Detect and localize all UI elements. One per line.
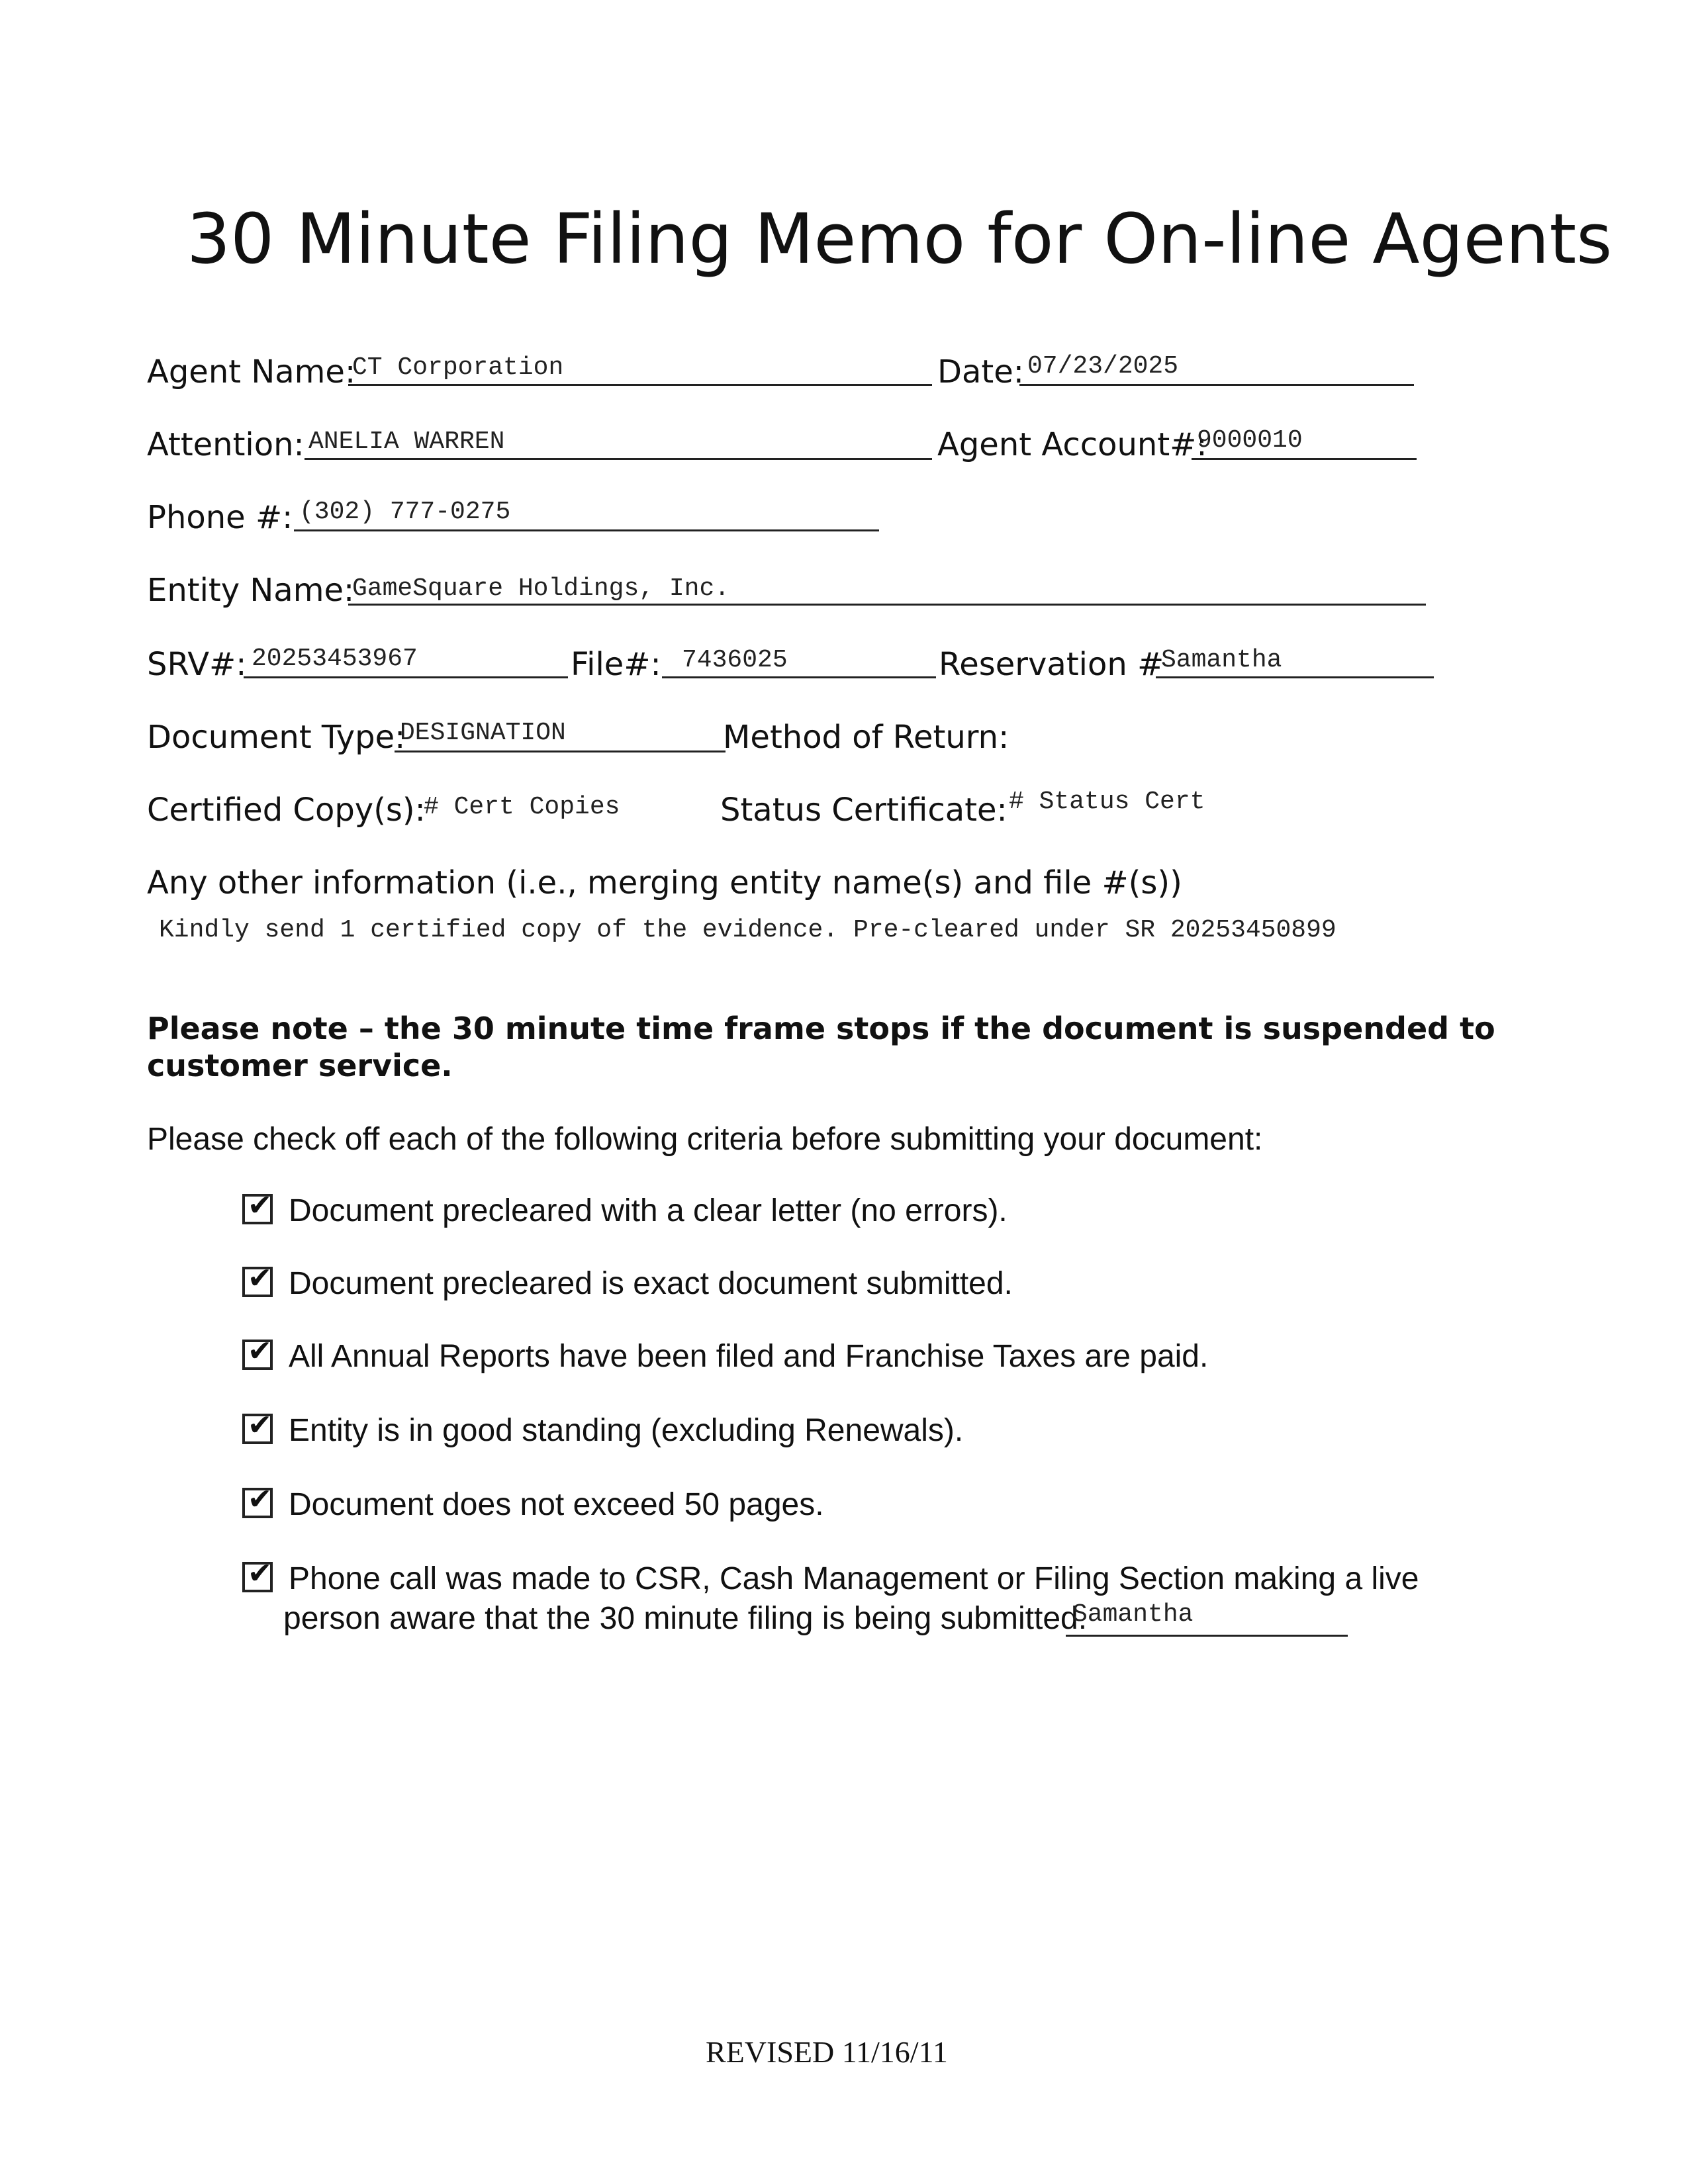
- date-value[interactable]: 07/23/2025: [1027, 352, 1179, 381]
- document-type-underline: [395, 751, 726, 752]
- checkmark-icon: ✔: [248, 1408, 272, 1442]
- checkmark-icon: ✔: [248, 1261, 272, 1295]
- note-line-2: customer service.: [147, 1048, 453, 1083]
- agent-account-value[interactable]: 9000010: [1197, 426, 1303, 455]
- signature-value[interactable]: Samantha: [1072, 1600, 1194, 1629]
- agent-account-underline: [1192, 458, 1417, 460]
- signature-underline: [1066, 1635, 1348, 1637]
- date-label: Date:: [937, 353, 1024, 390]
- certified-copies-value[interactable]: # Cert Copies: [424, 793, 620, 821]
- entity-name-label: Entity Name:: [147, 572, 355, 609]
- revision-footer: REVISED 11/16/11: [706, 2035, 948, 2069]
- checkbox-6[interactable]: [242, 1557, 273, 1592]
- checkbox-5[interactable]: [242, 1482, 273, 1518]
- checkmark-icon: ✔: [248, 1334, 272, 1368]
- phone-underline: [294, 529, 879, 531]
- srv-underline: [244, 676, 568, 678]
- checklist-item-3: All Annual Reports have been filed and Franchise Taxes are paid.: [289, 1339, 1209, 1374]
- page-title: 30 Minute Filing Memo for On-line Agents: [187, 199, 1613, 279]
- file-label: File#:: [571, 646, 661, 683]
- srv-value[interactable]: 20253453967: [252, 645, 418, 673]
- checkbox-4[interactable]: [242, 1408, 273, 1444]
- agent-name-underline: [348, 384, 932, 386]
- checkbox-2[interactable]: [242, 1261, 273, 1297]
- status-certificate-value[interactable]: # Status Cert: [1009, 788, 1205, 816]
- reservation-underline: [1156, 676, 1434, 678]
- agent-name-value[interactable]: CT Corporation: [352, 353, 564, 382]
- document-type-label: Document Type:: [147, 719, 406, 756]
- other-info-label: Any other information (i.e., merging entity name(s) and file #(s)): [147, 864, 1182, 901]
- other-info-value[interactable]: Kindly send 1 certified copy of the evidence. Pre-cleared under SR 20253450899: [159, 916, 1336, 944]
- reservation-label: Reservation #: [939, 646, 1164, 683]
- checklist-item-4: Entity is in good standing (excluding Renewals).: [289, 1413, 964, 1448]
- attention-value[interactable]: ANELIA WARREN: [308, 428, 505, 456]
- checklist-item-6-line-1: Phone call was made to CSR, Cash Management or Filing Section making a live: [289, 1561, 1419, 1596]
- checkbox-1[interactable]: [242, 1189, 273, 1224]
- checkmark-icon: ✔: [248, 1557, 272, 1590]
- date-underline: [1019, 384, 1414, 386]
- checkmark-icon: ✔: [248, 1482, 272, 1516]
- reservation-value[interactable]: Samantha: [1161, 646, 1282, 674]
- attention-underline: [305, 458, 932, 460]
- checklist-item-6-line-2: person aware that the 30 minute filing is being submitted.: [283, 1601, 1088, 1636]
- checklist-item-2: Document precleared is exact document submitted.: [289, 1266, 1013, 1301]
- method-of-return-label: Method of Return:: [723, 719, 1009, 756]
- phone-value[interactable]: (302) 777-0275: [299, 498, 511, 526]
- instruction-text: Please check off each of the following criteria before submitting your document:: [147, 1122, 1263, 1157]
- agent-name-label: Agent Name:: [147, 353, 356, 390]
- phone-label: Phone #:: [147, 499, 293, 536]
- checkmark-icon: ✔: [248, 1189, 272, 1222]
- file-underline: [662, 676, 936, 678]
- certified-copies-label: Certified Copy(s):: [147, 792, 426, 829]
- checkbox-3[interactable]: [242, 1334, 273, 1370]
- note: [147, 1010, 1495, 1084]
- status-certificate-label: Status Certificate:: [720, 792, 1008, 829]
- file-value[interactable]: 7436025: [682, 646, 788, 674]
- entity-name-value[interactable]: GameSquare Holdings, Inc.: [352, 574, 730, 603]
- document-type-value[interactable]: DESIGNATION: [400, 719, 566, 747]
- note-line-1: Please note – the 30 minute time frame stops if the document is suspended to: [147, 1011, 1495, 1046]
- srv-label: SRV#:: [147, 646, 247, 683]
- attention-label: Attention:: [147, 426, 305, 463]
- entity-name-underline: [348, 604, 1426, 606]
- agent-account-label: Agent Account#:: [937, 426, 1207, 463]
- checklist-item-5: Document does not exceed 50 pages.: [289, 1487, 824, 1522]
- checklist-item-1: Document precleared with a clear letter (no errors).: [289, 1193, 1008, 1228]
